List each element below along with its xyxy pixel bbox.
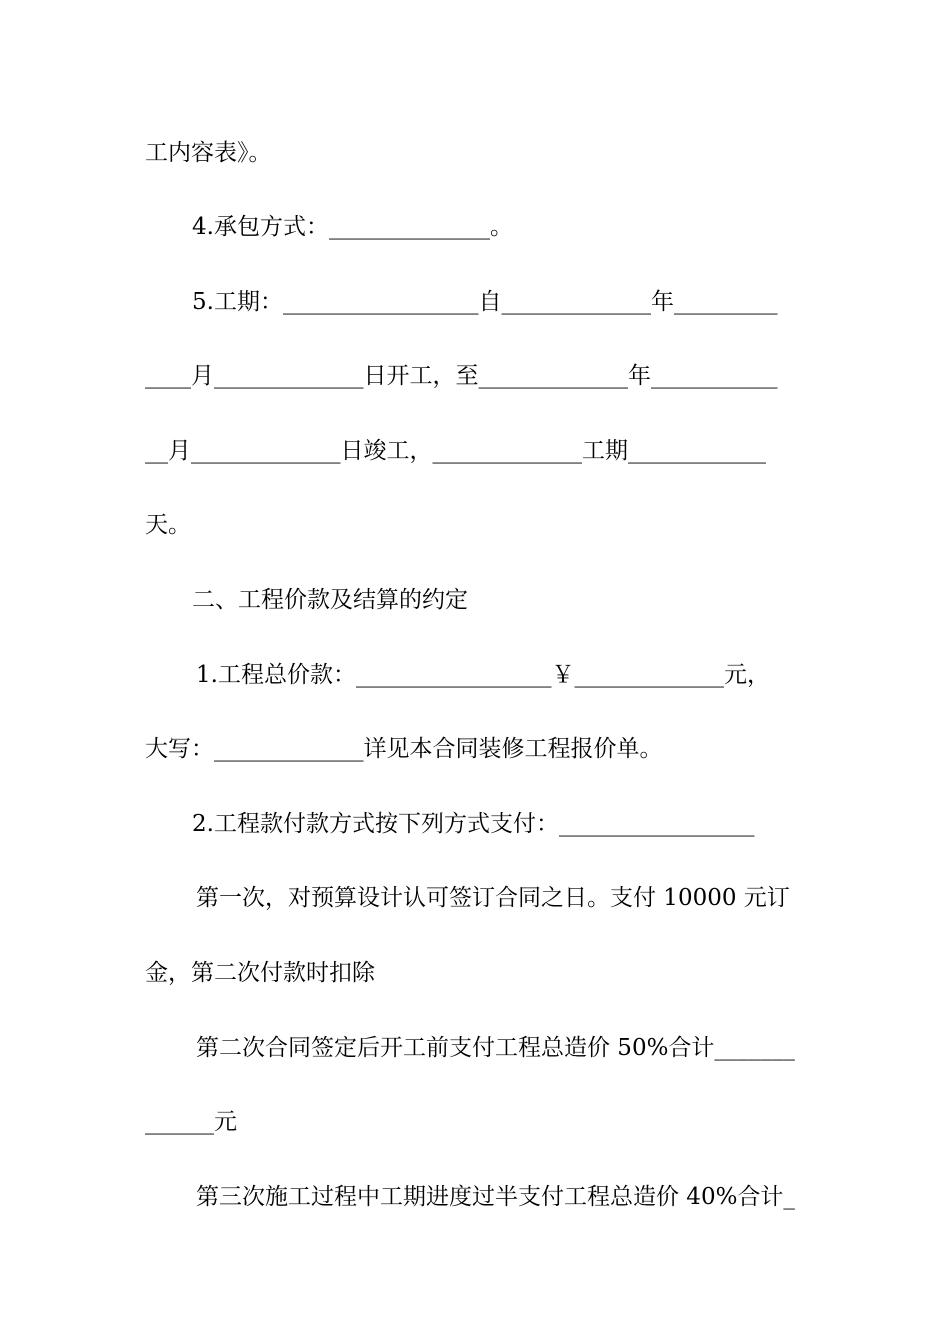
text-line-14: ______元 (145, 1109, 237, 1135)
text-line-4: ____月_____________日开工，至_____________年___________ (145, 363, 778, 389)
text-line-2: 4.承包方式：______________。 (192, 214, 513, 240)
text-line-9: 大写：_____________详见本合同装修工程报价单。 (145, 736, 663, 762)
text-line-12: 金，第二次付款时扣除 (145, 960, 375, 986)
section-heading: 二、工程价款及结算的约定 (192, 587, 468, 613)
text-line-10: 2.工程款付款方式按下列方式支付：_________________ (192, 811, 755, 837)
text-line-5: __月_____________日竣工，_____________工期____________ (145, 438, 766, 464)
text-line-3: 5.工期：_________________自_____________年_________ (192, 289, 778, 315)
text-line-11: 第一次，对预算设计认可签订合同之日。支付 10000 元订 (196, 885, 790, 911)
text-line-6: 天。 (145, 512, 191, 538)
text-line-8: 1.工程总价款：_________________￥_____________元， (196, 662, 770, 688)
text-line-1: 工内容表》。 (145, 140, 272, 166)
text-line-15: 第三次施工过程中工期进度过半支付工程总造价 40%合计_ (196, 1184, 795, 1210)
text-line-13: 第二次合同签定后开工前支付工程总造价 50%合计_______ (196, 1035, 795, 1061)
